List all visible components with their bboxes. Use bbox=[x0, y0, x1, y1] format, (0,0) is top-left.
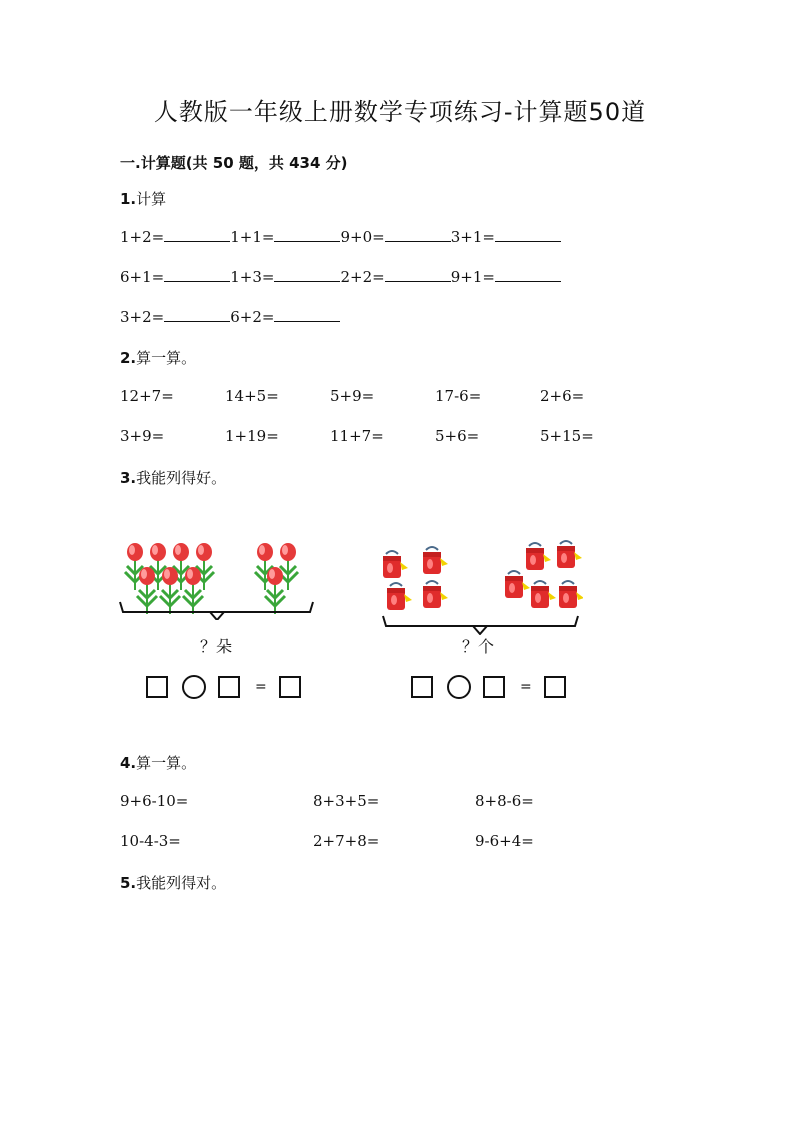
answer-box[interactable] bbox=[544, 676, 566, 698]
q2-item: 3+9= bbox=[120, 427, 165, 445]
q1-row-2 bbox=[120, 268, 561, 286]
buckets-caption: ？个 bbox=[462, 637, 495, 656]
q1-row-3 bbox=[120, 308, 340, 326]
answer-box[interactable] bbox=[483, 676, 505, 698]
answer-blank[interactable] bbox=[385, 269, 451, 282]
q5-heading bbox=[120, 872, 226, 893]
q2-item: 17-6= bbox=[435, 387, 482, 405]
equals-sign: = bbox=[255, 679, 267, 695]
page-title: 人教版一年级上册数学专项练习-计算题50道 bbox=[153, 98, 647, 126]
q1-item: 3+2= bbox=[120, 308, 165, 326]
q1-item: 1+2= bbox=[120, 228, 165, 246]
q1-item: 2+2= bbox=[340, 268, 385, 286]
q1-item: 6+2= bbox=[230, 308, 275, 326]
q1-item: 9+1= bbox=[450, 268, 495, 286]
q4-number: 4. bbox=[120, 754, 137, 772]
equals-sign: = bbox=[520, 679, 532, 695]
q1-item: 9+0= bbox=[340, 228, 385, 246]
answer-box[interactable] bbox=[279, 676, 301, 698]
operator-circle[interactable] bbox=[182, 675, 206, 699]
q2-item: 11+7= bbox=[330, 427, 384, 445]
q5-prompt: 我能列得对。 bbox=[136, 874, 227, 892]
q5-number: 5. bbox=[120, 874, 137, 892]
answer-blank[interactable] bbox=[274, 269, 340, 282]
q4-item: 8+3+5= bbox=[313, 792, 380, 810]
operator-circle[interactable] bbox=[447, 675, 471, 699]
q1-row-1 bbox=[120, 228, 561, 246]
q2-item: 14+5= bbox=[225, 387, 279, 405]
tulips-illustration bbox=[115, 540, 320, 620]
q3-heading bbox=[120, 467, 226, 488]
q4-item: 2+7+8= bbox=[313, 832, 380, 850]
q4-prompt: 算一算。 bbox=[136, 754, 197, 772]
q4-heading bbox=[120, 752, 196, 773]
tulips-caption: ？朵 bbox=[200, 637, 233, 656]
q2-heading bbox=[120, 347, 196, 368]
q4-item: 9+6-10= bbox=[120, 792, 189, 810]
q2-item: 2+6= bbox=[540, 387, 585, 405]
answer-blank[interactable] bbox=[495, 229, 561, 242]
q1-item: 1+1= bbox=[230, 228, 275, 246]
answer-box[interactable] bbox=[218, 676, 240, 698]
q1-item: 1+3= bbox=[230, 268, 275, 286]
answer-blank[interactable] bbox=[495, 269, 561, 282]
answer-blank[interactable] bbox=[164, 229, 230, 242]
q1-item: 6+1= bbox=[120, 268, 165, 286]
section-heading: 一.计算题(共 50 题，共 434 分) bbox=[120, 154, 348, 172]
q2-item: 1+19= bbox=[225, 427, 279, 445]
q2-item: 5+15= bbox=[540, 427, 594, 445]
answer-box[interactable] bbox=[146, 676, 168, 698]
q3-number: 3. bbox=[120, 469, 137, 487]
q4-item: 9-6+4= bbox=[475, 832, 534, 850]
q1-prompt: 计算 bbox=[136, 190, 167, 208]
answer-box[interactable] bbox=[411, 676, 433, 698]
q1-heading bbox=[120, 188, 166, 209]
answer-blank[interactable] bbox=[164, 309, 230, 322]
answer-blank[interactable] bbox=[274, 229, 340, 242]
answer-blank[interactable] bbox=[385, 229, 451, 242]
q2-item: 12+7= bbox=[120, 387, 174, 405]
q2-item: 5+6= bbox=[435, 427, 480, 445]
q4-item: 10-4-3= bbox=[120, 832, 181, 850]
answer-blank[interactable] bbox=[164, 269, 230, 282]
q4-item: 8+8-6= bbox=[475, 792, 534, 810]
q3-prompt: 我能列得好。 bbox=[136, 469, 227, 487]
q2-prompt: 算一算。 bbox=[136, 349, 197, 367]
q1-item: 3+1= bbox=[450, 228, 495, 246]
q1-number: 1. bbox=[120, 190, 137, 208]
q2-number: 2. bbox=[120, 349, 137, 367]
answer-blank[interactable] bbox=[274, 309, 340, 322]
q2-item: 5+9= bbox=[330, 387, 375, 405]
buckets-illustration bbox=[378, 540, 583, 635]
